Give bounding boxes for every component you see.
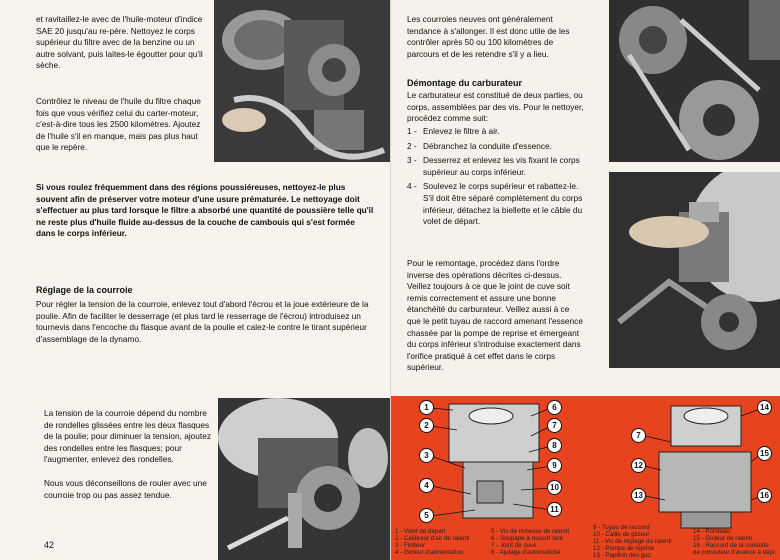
right-paragraph-2: Le carburateur est constitué de deux parties, ou corps, assemblées par des vis. Pour le nettoyer, procédez comme suit: (407, 90, 584, 124)
legend-column-4 (693, 529, 777, 557)
callout-11: 11 (547, 502, 562, 517)
callout-1: 1 (419, 400, 434, 415)
left-paragraph-5: La tension de la courroie dépend du nombre de rondelles glissées entre les deux flasques de la poulie; pour diminuer la tension, ajoutez des rondelles entre les flasques; pour l'augmenter, enlevez des rondelles. (44, 408, 211, 465)
steps-list (407, 126, 585, 231)
callout-13: 13 (631, 488, 646, 503)
legend-item: 10 - Caille de gicleur (593, 530, 650, 538)
diagram-legend (395, 524, 777, 560)
callout-3: 3 (419, 448, 434, 463)
step-item (407, 141, 585, 153)
legend-item: 9 - Tuyau de raccord (593, 524, 650, 531)
belt-image (218, 398, 390, 560)
legend-item: 7 - Joint de cuve (491, 541, 537, 549)
belt-pulley-photo (609, 0, 780, 162)
left-paragraph-1: et ravitaillez-le avec de l'huile-moteur d'indice SAE 20 jusqu'au re-père. Nettoyez le corps supérieur du filtre avec de la benzine ou un autre solvant, puis laites-le égoutter pour qu'il sèche. (36, 14, 203, 71)
carburetor-heading: Démontage du carburateur (407, 78, 523, 88)
callout-5: 5 (419, 508, 434, 523)
step-text: Soulevez le corps supérieur et rabattez-le. S'il doit être séparé complètement du corps inférieur, détachez la biellette et le câble du volet de départ. (423, 181, 583, 227)
step-item (407, 155, 585, 178)
callout-14: 14 (757, 400, 772, 415)
legend-column-3 (593, 525, 689, 560)
legend-item: 15 - Gicleur de ralenti (693, 534, 753, 542)
legend-column-2 (491, 529, 589, 557)
left-paragraph-2: Contrôlez le niveau de l'huile du filtre chaque fois que vous vérifiez celui du carter-moteur, c'est-à-dire tous les 2500 kilomètres. Ajoutez de l'huile s'il en manque, mais pas plus haut que le repère. (36, 96, 201, 153)
legend-item: 14 - Pointeau (693, 528, 730, 535)
step-text: Enlevez le filtre à air. (423, 126, 500, 136)
belt-pulley-image (609, 0, 780, 162)
oil-filter-image (214, 0, 390, 162)
callout-10: 10 (547, 480, 562, 495)
left-paragraph-4: Pour régler la tension de la courroie, enlevez tout d'abord l'écrou et la joue extérieure de la poulie. Afin de faciliter le desserrage (et plus tard le resserrage de l'écrou) introduisez un tournevis dans l'encoche du flasque avant de la poulie et calez-le contre le tirant supérieur d'assemblage de la dynamo. (36, 299, 369, 344)
legend-item: 4 - Gicleur d'alimentation (395, 548, 464, 556)
step-item (407, 181, 585, 227)
callout-16: 16 (757, 488, 772, 503)
step-text: Débranchez la conduite d'essence. (423, 140, 552, 151)
step-number: 1 - (407, 126, 417, 136)
callout-9: 9 (547, 458, 562, 473)
legend-item: 16 - Raccord de la conduite de correcteur d'avance à dépr. (693, 541, 777, 556)
belt-photo (218, 398, 390, 560)
legend-item: 5 - Vis de richesse de ralenti (491, 528, 569, 535)
callout-7b: 7 (631, 428, 646, 443)
legend-item: 11 - Vis de réglage du ralenti (593, 537, 672, 545)
right-page (390, 0, 780, 560)
callout-4: 4 (419, 478, 434, 493)
right-paragraph-1: Les courroies neuves ont généralement tendance à s'allonger. Il est donc utile de les contrôler après 50 ou 100 kilomètres de parcours et de les retendre s'il y a lieu. (407, 14, 570, 59)
legend-item: 2 - Calibreur d'air de ralenti (395, 534, 470, 542)
callout-12: 12 (631, 458, 646, 473)
step-text: Desserrez et enlevez les vis fixant le corps supérieur au corps inférieur. (423, 155, 580, 177)
legend-item: 13 - Papillon des gaz (593, 551, 651, 559)
legend-item: 1 - Volet de départ (395, 528, 446, 535)
callout-15: 15 (757, 446, 772, 461)
left-paragraph-3: Si vous roulez fréquemment dans des régions poussiéreuses, nettoyez-le plus souvent afin de préserver votre moteur d'une usure prématurée. Le nettoyage doit s'effectuer au plus tard lorsque le filtre a absorbé une quantité de poussière telle qu'il ne reste plus d'huile fluide au-dessus de la couche de cambouis qui s'est formée dans le corps inférieur. (36, 182, 374, 239)
callout-7: 7 (547, 418, 562, 433)
legend-item: 8 - Ajutage d'automaticité (491, 548, 561, 556)
belt-heading: Réglage de la courroie (36, 285, 133, 295)
callout-6: 6 (547, 400, 562, 415)
page-number: 42 (44, 540, 55, 550)
left-paragraph-6: Nous vous déconseillons de rouler avec une courroie trop ou pas assez tendue. (44, 478, 207, 500)
legend-item: 12 - Pompe de reprise (593, 544, 655, 552)
step-number: 4 - (407, 181, 417, 192)
callout-8: 8 (547, 438, 562, 453)
carburetor-image (609, 172, 780, 368)
step-number: 2 - (407, 140, 417, 151)
legend-item: 3 - Flotteur (395, 541, 425, 549)
step-number: 3 - (407, 155, 417, 166)
callout-2: 2 (419, 418, 434, 433)
legend-item: 6 - Soupape à ressort taré (491, 534, 563, 542)
legend-column-1 (395, 529, 487, 557)
right-paragraph-3: Pour le remontage, procédez dans l'ordre inverse des opérations décrites ci-dessus. Veillez toujours à ce que le joint de cuve soit remis correctement et assure une bonne étanchéité du carburateur. Veillez aussi à ce que le petit tuyau de raccord amenant l'essence chassée par la pompe de reprise et émergeant du corps inférieur s'introduise exactement dans l'orifice pratiqué à cet effet dans le corps supérieur. (407, 258, 583, 373)
oil-filter-photo (214, 0, 390, 162)
step-item (407, 126, 585, 138)
carburetor-photo (609, 172, 780, 368)
